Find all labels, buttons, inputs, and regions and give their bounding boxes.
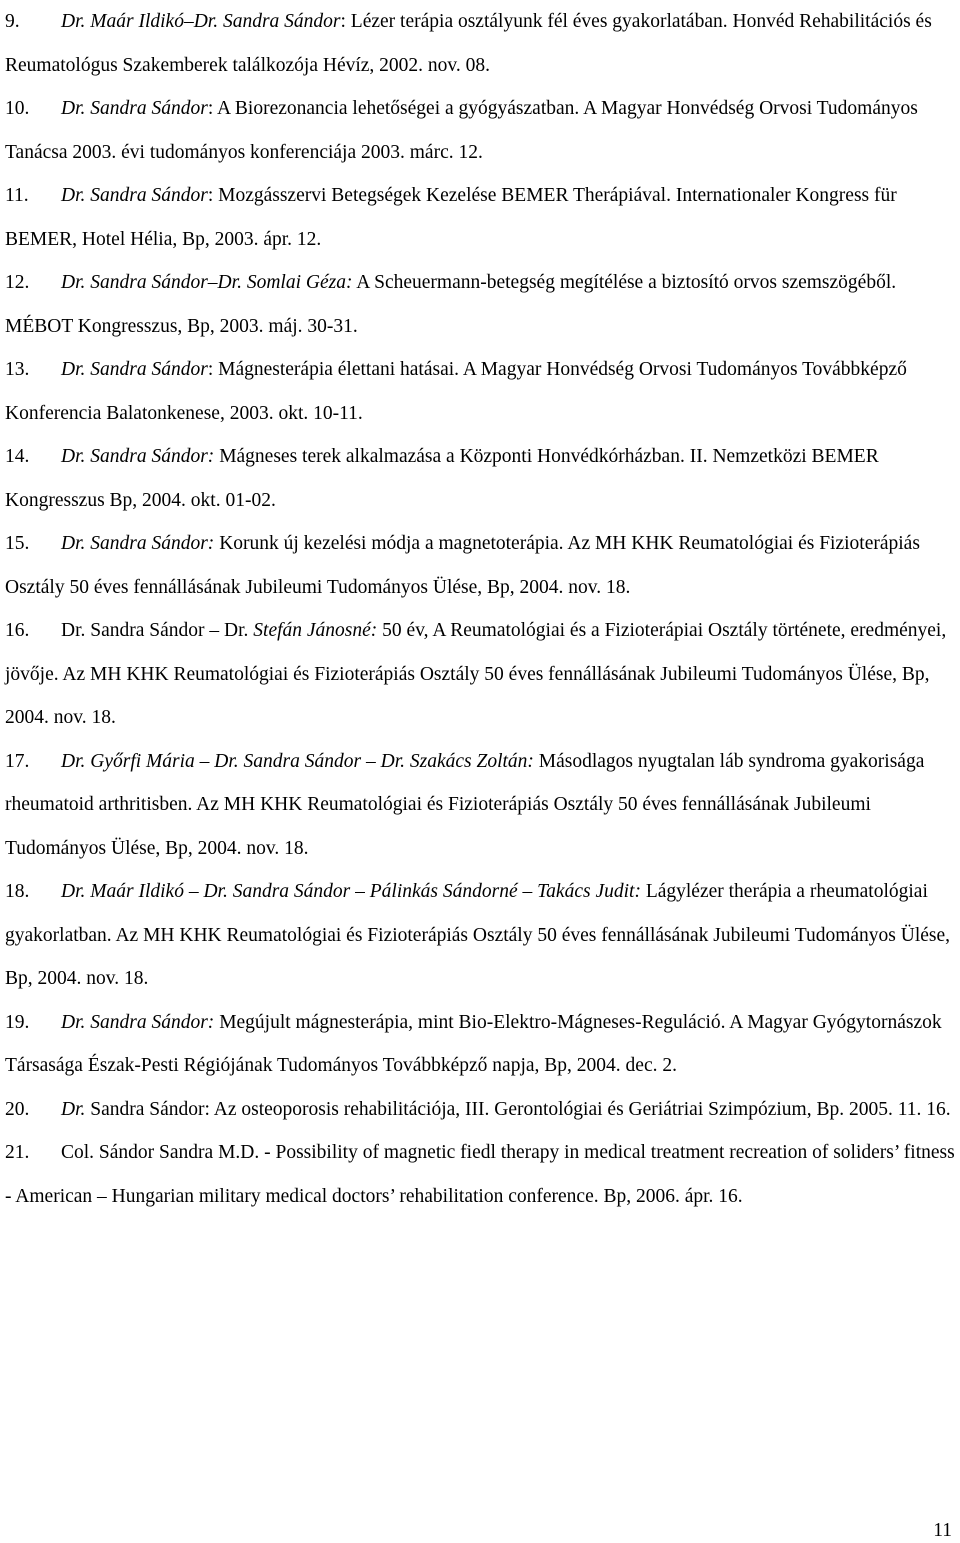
item-number: 17. <box>5 750 30 772</box>
list-item <box>5 522 957 609</box>
item-number: 20. <box>5 1098 30 1120</box>
authors: Dr. Maár Ildikó–Dr. Sandra Sándor <box>61 11 341 32</box>
list-item <box>5 87 957 174</box>
citation: : A Biorezonancia lehetőségei a gyógyászatban. A Magyar Honvédség Orvosi Tudományos Tanácsa 2003. évi tudományos konferenciája 2003. márc. 12. <box>5 98 918 163</box>
citation: Másodlagos nyugtalan láb syndroma gyakorisága rheumatoid arthritisben. Az MH KHK Reumatológiai és Fizioterápiás Osztály 50 éves fennállásának Jubileumi Tudományos Ülése, Bp, 2004. nov. 18. <box>5 750 925 859</box>
citation: Lágylézer therápia a rheumatológiai gyakorlatban. Az MH KHK Reumatológiai és Fizioterápiás Osztály 50 éves fennállásának Jubileumi Tudományos Ülése, Bp, 2004. nov. 18. <box>5 881 951 989</box>
list-item <box>5 261 957 348</box>
citation: 50 év, A Reumatológiai és a Fizioterápiai Osztály története, eredményei, jövője. Az MH KHK Reumatológiai és Fizioterápiás Osztály 50 éves fennállásának Jubileumi Tudományos Ülése, Bp, 2004. nov. 18. <box>5 620 947 728</box>
list-item <box>5 740 957 871</box>
authors: Dr. Sandra Sándor <box>61 98 208 119</box>
citation: Korunk új kezelési módja a magnetoterápia. Az MH KHK Reumatológiai és Fizioterápiás Osztály 50 éves fennállásának Jubileumi Tudományos Ülése, Bp, 2004. nov. 18. <box>5 533 920 598</box>
item-number: 9. <box>5 11 20 32</box>
authors: Dr. Sandra Sándor – Dr. <box>61 620 254 641</box>
item-number: 21. <box>5 1142 30 1163</box>
citation: : Mozgásszervi Betegségek Kezelése BEMER Therápiával. Internationaler Kongress für BEMER, Hotel Hélia, Bp, 2003. ápr. 12. <box>5 185 897 250</box>
item-number: 16. <box>5 620 30 641</box>
item-number: 19. <box>5 1011 30 1033</box>
list-item <box>5 870 957 1001</box>
list-item <box>5 174 957 261</box>
reference-list <box>5 0 957 1218</box>
item-number: 18. <box>5 881 30 902</box>
authors: Dr. Maár Ildikó – Dr. Sandra Sándor – Pálinkás Sándorné – Takács Judit: <box>61 881 641 902</box>
item-number: 12. <box>5 272 30 293</box>
citation: : Mágnesterápia élettani hatásai. A Magyar Honvédség Orvosi Tudományos Továbbképző Konferencia Balatonkenese, 2003. okt. 10-11. <box>5 359 907 424</box>
item-number: 11. <box>5 185 29 206</box>
citation: Mágneses terek alkalmazása a Központi Honvédkórházban. II. Nemzetközi BEMER Kongresszus Bp, 2004. okt. 01-02. <box>5 446 879 511</box>
list-item <box>5 435 957 522</box>
citation: Sandra Sándor: Az osteoporosis rehabilitációja, III. Gerontológiai és Geriátriai Szimpózium, Bp. 2005. 11. 16. <box>85 1098 951 1120</box>
authors: Dr. Sandra Sándor <box>61 359 208 380</box>
authors: Dr. Sandra Sándor–Dr. Somlai Géza: <box>61 272 353 293</box>
item-number: 15. <box>5 533 30 554</box>
list-item <box>5 348 957 435</box>
authors: Dr. Sandra Sándor <box>61 185 208 206</box>
item-number: 10. <box>5 98 30 119</box>
citation: A Scheuermann-betegség megítélése a biztosító orvos szemszögéből. MÉBOT Kongresszus, Bp, 2003. máj. 30-31. <box>5 272 897 337</box>
authors: Dr. <box>61 1098 86 1120</box>
list-item <box>5 609 957 740</box>
authors: Dr. Győrfi Mária – Dr. Sandra Sándor – Dr. Szakács Zoltán: <box>61 750 534 772</box>
citation: : Lézer terápia osztályunk fél éves gyakorlatában. Honvéd Rehabilitációs és Reumatológus Szakemberek találkozója Hévíz, 2002. nov. 08. <box>5 11 932 76</box>
authors: Dr. Sandra Sándor: <box>61 446 215 467</box>
co-author: Stefán Jánosné: <box>253 620 378 641</box>
item-number: 13. <box>5 359 30 380</box>
list-item <box>5 1001 957 1088</box>
list-item <box>5 1088 957 1132</box>
page-number: 11 <box>933 1520 952 1541</box>
list-item <box>5 0 957 87</box>
citation: Megújult mágnesterápia, mint Bio-Elektro-Mágneses-Reguláció. A Magyar Gyógytornászok Társasága Észak-Pesti Régiójának Tudományos Továbbképző napja, Bp, 2004. dec. 2. <box>5 1011 942 1076</box>
authors: Dr. Sandra Sándor: <box>61 1011 215 1033</box>
list-item <box>5 1131 957 1218</box>
authors: Dr. Sandra Sándor: <box>61 533 215 554</box>
citation: Col. Sándor Sandra M.D. - Possibility of magnetic fiedl therapy in medical treatment recreation of soliders’ fitness - American – Hungarian military medical doctors’ rehabilitation conference. Bp, 2006. ápr. 16. <box>5 1142 955 1207</box>
item-number: 14. <box>5 446 30 467</box>
